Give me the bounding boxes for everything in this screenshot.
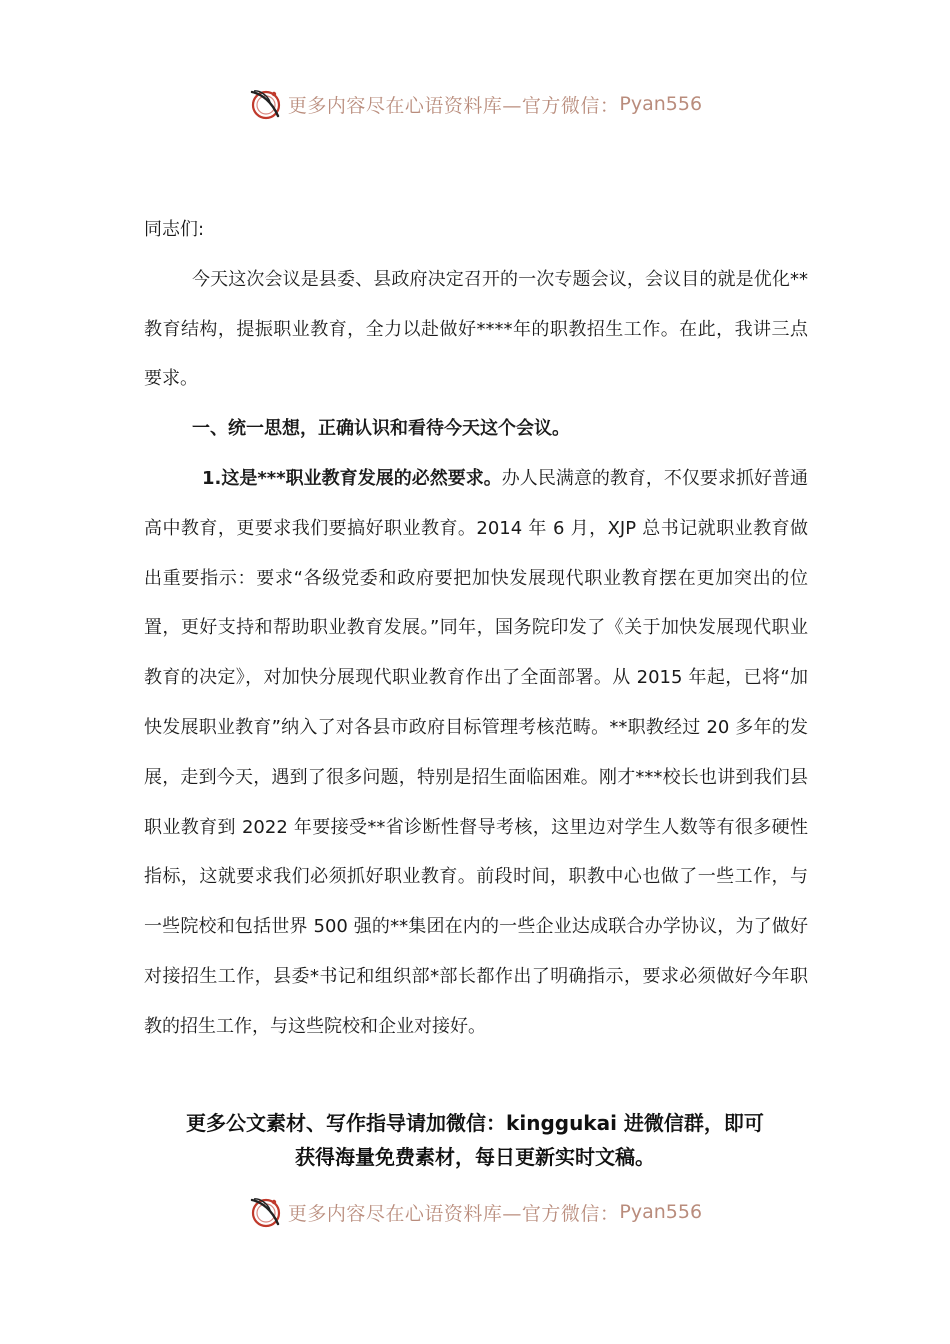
quill-logo-icon — [248, 86, 284, 122]
intro-paragraph: 今天这次会议是县委、县政府决定召开的一次专题会议，会议目的就是优化**教育结构，提振职业教育，全力以赴做好****年的职教招生工作。在此，我讲三点要求。 — [144, 268, 808, 390]
promo-line-1: 更多公文素材、写作指导请加微信：kinggukai 进微信群，即可 — [186, 1111, 764, 1135]
salutation: 同志们: — [144, 219, 205, 240]
point-1-body: 办人民满意的教育，不仅要求抓好普通高中教育，更要求我们要搞好职业教育。2014 年 6 月，XJP 总书记就职业教育做出重要指示：要求“各级党委和政府要把加快发展现代职业教育摆在更加突出的位置，更好支持和帮助职业教育发展。”同年，国务院印发了《关于加快发展现代职业教育的决定》，对加快分展现代职业教育作出了全面部署。从 2015 年起，已将“加快发展职业教育”纳入了对各县市政府目标管理考核范畴。**职教经过 20 多年的发展，走到今天，遇到了很多问题，特别是招生面临困难。刚才***校长也讲到我们县职业教育到 2022 年要接受**省诊断性督导考核，这里边对学生人数等有很多硬性指标，这就要求我们必须抓好职业教育。前段时间，职教中心也做了一些工作，与一些院校和包括世界 500 强的**集团在内的一些企业达成联合办学协议，为了做好对接招生工作，县委*书记和组织部*部长都作出了明确指示，要求必须做好今年职教的招生工作，与这些院校和企业对接好。 — [144, 467, 808, 1037]
document-body — [144, 205, 808, 1052]
footer-banner-text: 更多内容尽在心语资料库—官方微信： — [287, 1202, 620, 1225]
footer-banner — [0, 1190, 950, 1234]
quill-logo-icon — [248, 1194, 284, 1230]
header-banner — [0, 82, 950, 126]
footer-banner-wechat-id: Pyan556 — [619, 1201, 703, 1223]
promo-line-2: 获得海量免费素材，每日更新实时文稿。 — [295, 1145, 655, 1169]
header-banner-wechat-id: Pyan556 — [619, 93, 703, 115]
point-1-title: 1.这是***职业教育发展的必然要求。 — [202, 467, 502, 489]
header-banner-text: 更多内容尽在心语资料库—官方微信： — [287, 94, 620, 117]
section-heading: 一、统一思想，正确认识和看待今天这个会议。 — [192, 418, 570, 440]
promo-note — [130, 1106, 820, 1174]
point-1-paragraph — [144, 454, 808, 1052]
